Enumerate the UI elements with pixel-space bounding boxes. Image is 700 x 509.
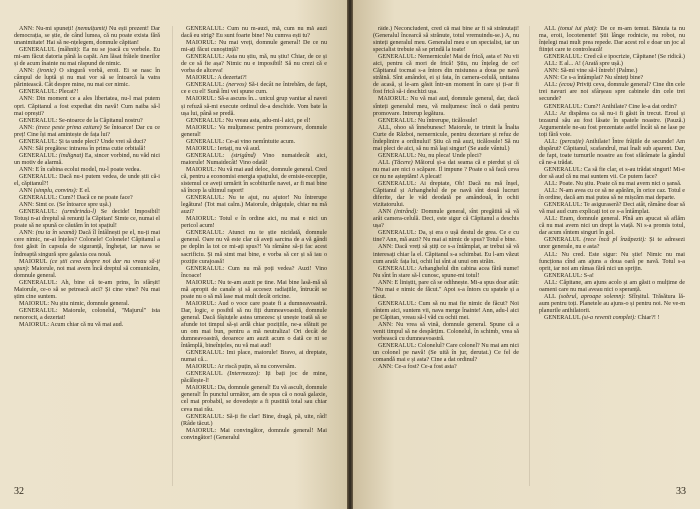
speaker-name: ALL xyxy=(378,159,390,166)
dialogue-text: Nu vreau asta, adu-mi-l aici, pe el! xyxy=(225,117,311,124)
dialogue-line xyxy=(14,322,160,329)
dialogue-text: Ce-ai vino nemîntuite acum. xyxy=(225,138,296,145)
dialogue-line xyxy=(373,96,519,117)
dialogue-line xyxy=(539,167,685,181)
speaker-name: GENERALUL: xyxy=(378,54,417,61)
dialogue-text: Ce-a fost? Ce-a fost asta? xyxy=(394,364,457,371)
dialogue-line xyxy=(181,167,327,195)
speaker-name: GENERALUL xyxy=(544,314,581,321)
dialogue-text: Ea, sincer vorbind, nu văd nici un motiv de alarmă. xyxy=(14,152,160,166)
column-divider xyxy=(529,26,530,486)
dialogue-line xyxy=(373,181,519,209)
dialogue-line xyxy=(373,301,519,322)
dialogue-line xyxy=(14,153,160,167)
dialogue-line xyxy=(181,428,327,442)
speaker-name: GENERALUL: xyxy=(186,54,225,61)
dialogue-line xyxy=(181,301,327,350)
dialogue-line xyxy=(14,96,160,117)
dialogue-text: Sfîrșitul. Trăsătura lă-aum pentru toți. Planetele au ajuns-o și pentru noi. Ne ve-m planurile anihilatorii. xyxy=(539,293,685,314)
speaker-name: MAIORUL: xyxy=(186,124,217,131)
dialogue-text: Nu mai vreți, domnule general! De ce nu mi-ați făcut cunoștință? xyxy=(181,40,327,54)
dialogue-text: Iertați, nu vă aud. xyxy=(217,145,261,152)
speaker-name: ANN: xyxy=(19,166,34,173)
dialogue-line xyxy=(181,266,327,280)
dialogue-line xyxy=(14,209,160,230)
speaker-name: ANN: xyxy=(378,321,393,328)
dialogue-line xyxy=(539,216,685,237)
speaker-name: GENERALUL: xyxy=(186,230,225,237)
stage-direction: (Intermezzo): xyxy=(227,371,261,378)
dialogue-text: O singură vorbă, eroii. Ei se nasc în câmpul de luptă și nu mai vor să se întoarcă la vatra părintească. Cât despre mine, nu mai cer nimic. xyxy=(14,68,160,89)
speaker-name: GENERALUL: xyxy=(19,209,58,216)
speaker-name: GENERALUL: xyxy=(19,89,58,96)
speaker-name: ANN: xyxy=(378,279,393,286)
dialogue-line xyxy=(539,237,685,251)
dialogue-text: Asta nu știu, mă, nu știu! Chiar, de ce și de ce să fie așa? Nimic nu e imposibil! Să nu crezi că e vorba de altceva! xyxy=(181,54,327,75)
dialogue-text: Cum să nu mai fie nimic de făcut? Noi sîntem aici, suntem vii, nava merge înainte! Ann, adu-l aici pe Căpitan, vreau să-l văd cu ochii mei. xyxy=(373,300,519,321)
dialogue-text: Dacă vreți să știți ce s-a întâmplat, ar trebui să vă interesați chiar la el. Căpitanul s-a schimbat. Eu l-am văzut cum arată: fața lui, ochii lui sînt ai unui om străin. xyxy=(373,244,519,265)
dialogue-line xyxy=(181,118,327,125)
dialogue-text: Colonelul? Care colonel? Nu mai am nici un colonel pe navă! (Se uită în jur, derutat.) Ce fel de comandă mai e și asta? Cine a dat ordinul? xyxy=(373,343,519,364)
dialogue-text: Acum chiar că nu vă mai aud. xyxy=(50,321,124,328)
dialogue-text: Săi pregătesc intrarea în prima cutie orbitală! xyxy=(35,145,146,152)
dialogue-text: Se-ntoarce de la Căpitanul nostru? xyxy=(58,117,143,124)
dialogue-text: Atunci nu te știe nicidată, domnule general. Oare nu vă este clar că aveți sarcina de a vă gândi pe deplin la tot ce mi-ați spus?! Va rămâne să-ți fac acest sacrificiu. Și mă simt mai bine, e vorba să cer și să iau o poziție curajoasă! xyxy=(181,230,327,265)
speaker-name: GENERALUL: xyxy=(186,138,225,145)
dialogue-text: Căpitane, am ajuns acolo și am găsit o mulțime de oameni care nu mai aveau nici o speranță. xyxy=(539,279,685,293)
speaker-name: ANN: xyxy=(19,68,34,75)
stage-direction: (percuție) xyxy=(559,138,584,145)
dialogue-line xyxy=(14,259,160,280)
dialogue-text: Nu, nu pleca! Unde pleci? xyxy=(417,152,482,159)
speaker-name: GENERALUL: xyxy=(378,181,417,188)
dialogue-line xyxy=(373,322,519,343)
stage-direction: (intrând): xyxy=(394,209,419,216)
stage-direction: (sobrul, aproape solemn): xyxy=(558,293,626,300)
speaker-name: MAIORUL: xyxy=(186,166,217,173)
stage-direction: (ce știi ceva despre noi dar nu vreau să-ți spun): xyxy=(14,258,160,272)
speaker-name: ALL: xyxy=(544,188,558,195)
dialogue-line xyxy=(539,82,685,103)
speaker-name: GENERALUL: xyxy=(186,152,225,159)
dialogue-line xyxy=(373,153,519,160)
dialogue-text: Arhanghelul din cabina acea fără nume! Nu sînt în stare să-l cunosc, spune-mi totul! xyxy=(373,265,519,279)
speaker-name: MAIORUL: xyxy=(186,96,217,103)
dialogue-line xyxy=(14,118,160,125)
dialogue-text: Te asiguraseră? Deci atât, rămâne doar să vă mai aud cum explicați tot ce s-a întâmplat. xyxy=(539,202,685,216)
right-page-column-1 xyxy=(373,26,519,492)
dialogue-text: Cred că e ipocrizie, Căpitane! (Se ridică.) xyxy=(583,54,685,61)
dialogue-text: Măiorul și-a dat seama că e pierdut și că nu mai are nici o scăpare. Il impune ? Poate o să facă ceva ce nu ne așteptăm! A plecat! xyxy=(373,159,519,180)
dialogue-line xyxy=(14,68,160,89)
speaker-name: MAIORUL: xyxy=(186,40,217,47)
dialogue-text: Cum nu m-auzi, mă, cum nu mă auzi dacă eu strig? Eu sunt foarte bine! Nu cumva ești tu? xyxy=(181,26,327,40)
speaker-name: GENERALUL: xyxy=(186,26,225,32)
stage-direction: (nervos) xyxy=(226,82,247,89)
dialogue-line xyxy=(14,174,160,188)
left-page-column-2 xyxy=(181,26,327,492)
dialogue-line xyxy=(14,146,160,153)
dialogue-text: Cum?! Anihilate? Cine le-a dat ordin? xyxy=(583,103,677,110)
speaker-name: ALL: xyxy=(544,251,558,258)
dialogue-text: Aud o voce care poate fi a dumneavoastră. Dar, logic, e posibil să nu fiți dumneavoastră, domnule general. Dacă fâșiuțele astea umezesc și unește toată să se afunde tot timpul să-și ardă chiar pozițiile, ne-a sfătuit pe un om mai bun, pentru a mă neutraliza! Ori decât de dumneavoastră, deoarece am auzit acum o dată ce ni se întâmplă, bineînțeles, nu vă mai aud! xyxy=(181,300,327,350)
dialogue-line xyxy=(181,371,327,385)
dialogue-text: De ce m-am temut. Bănuia ta nu ma, eroii, locotenente! Știi lânge rodnicie, nu robot, nu înțelegi mai mult prea repede. Dar acest rol e doar un joc al ființei care te controlează! xyxy=(539,26,685,54)
dialogue-line xyxy=(539,280,685,294)
dialogue-line xyxy=(14,26,160,47)
speaker-name: ANN: xyxy=(378,244,393,251)
dialogue-text: Maiorule, noi mai avem încă dreptul să comunicăm, domnule general. xyxy=(14,265,160,279)
speaker-name: GENERALUL: xyxy=(378,230,417,237)
dialogue-line xyxy=(181,26,327,40)
dialogue-line xyxy=(181,153,327,167)
stage-direction: (ecou) xyxy=(559,82,575,89)
dialogue-line xyxy=(373,280,519,301)
dialogue-line xyxy=(373,244,519,265)
dialogue-line xyxy=(539,68,685,75)
speaker-name: ANN: Nu-mi spuneți! xyxy=(19,26,74,32)
dialogue-line xyxy=(181,146,327,153)
dialogue-text: Dacă nu-i putem vedea, de unde știi că-i el, căpitanul?! xyxy=(14,173,160,188)
dialogue-text: Din moment ce a ales libertatea, nu-l mai putem opri. Căpitanul a fost expediat din navă! Cum naiba să-l mai oprești? xyxy=(14,96,160,117)
dialogue-line xyxy=(539,202,685,216)
speaker-name: GENERALUL: xyxy=(186,82,225,89)
dialogue-text: Ea nu se joacă cu vorbele. Eu mi-am făcut datoria până la capăt. Am lăsat frâiele tinerilor și de acum înainte nu mai răspund de nimic. xyxy=(14,47,160,68)
speaker-name: MAIORUL: xyxy=(186,300,217,307)
dialogue-line xyxy=(14,301,160,308)
speaker-name: GENERALUL: xyxy=(544,103,583,110)
dialogue-text: Ah, bine că te-am prins, în sfârșit! Maiorule, ce-o să se petreacă aici? Și cine vine? Nu mai știm cine suntem. xyxy=(14,279,160,300)
dialogue-text: Nu cred. Este sigur: Nu știe! Nimic nu mai funcționa cînd am ajuns a doua oară pe navă. Totul s-a oprit, iar noi am rămas fără nici un sprijin. xyxy=(539,251,685,272)
speaker-name: GENERALUL: xyxy=(186,265,225,272)
dialogue-line xyxy=(181,54,327,75)
dialogue-line xyxy=(539,252,685,273)
dialogue-text: E el. xyxy=(79,188,91,195)
dialogue-text: Ar dispărea ca să nu-i fi găsit în trecut. Eroul și tezaurul său au fost lăsate în spatele noastre. (Pauză.) Argumentele ne-au fost prezentate astfel încât să ne lase pe toți fără voie. xyxy=(539,110,685,138)
speaker-name: ALL: xyxy=(544,138,558,145)
dialogue-line xyxy=(373,266,519,280)
speaker-name: GENERALUL: xyxy=(19,307,58,314)
speaker-name: MAIORUL: xyxy=(19,321,50,328)
dialogue-text: E în cabina ecolui model, nu-l poate vedea. xyxy=(35,166,141,173)
dialogue-line xyxy=(14,139,160,146)
speaker-name: ANN: xyxy=(19,230,34,237)
dialogue-text: Chiar?! ! xyxy=(637,314,660,321)
dialogue-text: Nu ești prezent! Dar democrația, se știe, de când lumea, că nu poate exista fără unanimitate! Hai să ne-nțelegem, domnule căpitan! xyxy=(14,26,160,47)
dialogue-text: Mai convingător, domnule general! Mai convingător! (Generalul xyxy=(181,427,327,441)
speaker-name: MAIORUL: xyxy=(186,216,217,223)
speaker-name: MAIORUL: xyxy=(186,427,217,434)
speaker-name: ALL, xyxy=(378,124,392,131)
stage-direction: (tonul lui plat): xyxy=(558,26,598,32)
dialogue-line xyxy=(181,216,327,230)
dialogue-line xyxy=(181,82,327,96)
dialogue-text: Și te adresezi unor generale, nu e asta? xyxy=(539,237,685,251)
dialogue-text: Nu vă mai aud deloc, domnule general. Cred că, pentru a economisi energia spațiului, de emisie-recepție, sistemul ce aveți urmărit în scobiturile navei, ar fi mai bine să încep la ultimul raport! xyxy=(181,166,327,195)
dialogue-line xyxy=(539,188,685,202)
speaker-name: GENERALUL: xyxy=(19,279,58,286)
speaker-name: GENERALUL: xyxy=(19,195,58,202)
dialogue-line xyxy=(14,230,160,258)
dialogue-line xyxy=(181,350,327,364)
dialogue-text: Cum nu mă poți vedea? Auzi! Vino încoace! xyxy=(181,265,327,279)
speaker-name: GENERALUL: xyxy=(544,54,583,61)
page-number-right: 33 xyxy=(676,486,686,497)
speaker-name: MAIORUL: xyxy=(186,364,217,371)
dialogue-line xyxy=(181,125,327,139)
speaker-name: MAIORUL: xyxy=(186,75,217,82)
dialogue-text: Da, domnule general! Eu vă ascult, domnule general! În punctul următor, am de spus că o nouă galaxie, cel mai probabil, se dovedește a fi pustiită total sau chiar ceva mai rău. xyxy=(181,385,327,413)
speaker-name: ALL: xyxy=(544,110,558,117)
speaker-name: ANN: xyxy=(378,364,393,371)
speaker-name: MAIORUL xyxy=(19,258,48,265)
speaker-name: GENERALUL: xyxy=(378,117,417,124)
stage-direction: (Tăcere) xyxy=(391,159,413,166)
dialogue-line xyxy=(14,125,160,139)
speaker-name: GENERALUL: xyxy=(186,195,225,202)
stage-direction: (indignat) xyxy=(58,152,84,159)
stage-direction: (ironic) xyxy=(37,68,56,75)
dialogue-text: Ai dreptate, Oh! Dacă nu mă înșel, Căpitanul și Arhanghelul de pe navă sînt două lucruri diferite, dar le văd deodată pe amândouă, în ochii vizitatorului. xyxy=(373,181,519,209)
dialogue-text: Să-mi vine să-l întreb! (Palme.) xyxy=(560,68,638,75)
left-page-column-1 xyxy=(14,26,160,492)
speaker-name: GENERALUL (mâhnit): xyxy=(19,47,81,54)
dialogue-text: Nu te ajut, nu ajutor! Nu întrerupe legătura! (Tot mai calm.) Maiorule, drăguțule, chiar nu mă auzi? xyxy=(181,195,327,216)
speaker-name: GENERALUL: xyxy=(186,350,225,357)
dialogue-line xyxy=(181,385,327,413)
dialogue-text: Nemernicule! Mai de frică, asta e! Nu vii aici, pentru că mori de frică! Știu, nu înțeleg de ce! Căpitanul tocmai s-a întors din misiunea a doua pe navă străină. Sînt amândoi, ei și fata, în camera-celulă, unitatea de acasă, și le-am găsit într-un moment în care și ți-ar fi fost frică să-i deschizi ușa. xyxy=(373,54,519,96)
speaker-name: MAIORUL: xyxy=(19,300,50,307)
speaker-name: GENERALUL xyxy=(186,371,223,378)
stage-direction: (nemulțumit) xyxy=(75,26,107,32)
dialogue-text: Nu te-am auzit pe tine. Mai bine lasă-mă să mă apropii de canale și să accesez radiațiile, întrucât se poate nu o să mă lase mai mult decât oricine. xyxy=(181,279,327,300)
stage-direction: (strigând) xyxy=(231,152,256,159)
speaker-name: ALL: xyxy=(544,216,558,223)
speaker-name: GENERALUL: xyxy=(544,166,583,173)
dialogue-text: Iți bați joc de mine, păcălește-l! xyxy=(181,371,327,385)
dialogue-line xyxy=(181,280,327,301)
dialogue-line xyxy=(14,89,160,96)
dialogue-text: Ca să fie clar, ei s-au trădat singuri! Mi-e dor să aud că nu mai suntem vii. Ce putem face? xyxy=(539,166,685,180)
dialogue-text: Nu știu nimic, domnule general. xyxy=(50,300,130,307)
dialogue-text: E liniștit, pare că se odihnește. Mi-a spus doar atât: "Nu mai e nimic de făcut." Apoi s-a întors cu spatele și a tăcut. xyxy=(373,279,519,300)
speaker-name: GENERALUL: xyxy=(544,272,583,279)
speaker-name: GENERALUL: xyxy=(19,152,58,159)
dialogue-line xyxy=(14,167,160,174)
speaker-name: GENERALUL: xyxy=(378,265,417,272)
dialogue-text: Anihilate! Între frățiile de secunde! Am dispărut? Căpitanul, scafandrul, mai înalt sub aparent. Dar, de fapt, toate turnurile noastre au fost sfărâmate la gândul că ne-a trădat. xyxy=(539,138,685,166)
dialogue-text: Se decide! Imposibil! Totuși n-ai dreptul să renunți la Căpitan! Simte ce, numai el poate să ne spună ce căutăm în tot spațiul! xyxy=(14,209,160,230)
dialogue-text: Poate. Nu știu. Poate că nu mai avem nici o șansă. xyxy=(559,181,682,188)
dialogue-text: Și ta unde pleci? Unde vrei să duci? xyxy=(58,138,147,145)
dialogue-text: Ar riscă puțin, să nu conversăm. xyxy=(217,364,297,371)
speaker-name: GENERALUL: xyxy=(19,173,58,180)
dialogue-line xyxy=(373,343,519,364)
dialogue-line xyxy=(14,47,160,68)
dialogue-line xyxy=(373,364,519,371)
speaker-name: GENERALUL: xyxy=(544,202,583,209)
dialogue-text: Va mulțumesc pentru promovare, domnule general! xyxy=(181,124,327,138)
dialogue-text: A dezertat?! xyxy=(217,75,247,82)
speaker-name: GENERALUL: xyxy=(378,343,417,350)
dialogue-text: Maiorule, colonelul, "Majurul" ista nenorocit, a dezertat! xyxy=(14,307,160,321)
speaker-name: GENERALUL: xyxy=(19,117,58,124)
dialogue-line xyxy=(539,26,685,54)
dialogue-text: Să-ți fie clar! Bine, dragă, pă, uite, râd! (Râde tăcut.) xyxy=(181,413,327,427)
dialogue-text: Priviți ceva, domnule general? Cine din cele trei navuri are noi sfârșeau spre cabinele din cele trei secunde? xyxy=(539,82,685,103)
speaker-name: GENERALUL: xyxy=(378,152,417,159)
speaker-name: ALL: xyxy=(544,181,558,188)
dialogue-line xyxy=(181,230,327,265)
dialogue-text: Plecat?! xyxy=(58,89,79,96)
speaker-name: ALL: xyxy=(544,279,558,286)
stage-direction: (trece peste prima ezitare) xyxy=(35,124,102,131)
column-divider xyxy=(172,26,173,486)
dialogue-line xyxy=(373,209,519,230)
speaker-name: ANN: xyxy=(19,124,34,131)
dialogue-text: N-am avea cu ce să ne apărăm, în orice caz. Totul e în ordine, dacă am mai putea să ne mișcăm mai departe. xyxy=(539,188,685,202)
dialogue-text: Să-a ascuns în... unicul grup vanitar al navei și refuză să-mi execute ordinul de-a deschide. Vom bate la ușa lui, până se predă. xyxy=(181,96,327,117)
dialogue-text: Cum?! Dacă ce ne poate face? xyxy=(58,195,133,202)
dialogue-line xyxy=(539,273,685,280)
speaker-name: ALL: xyxy=(544,61,558,68)
dialogue-line xyxy=(373,54,519,96)
dialogue-text: Dacă îl întâlnești pe el, nu-ți mai cere nimic, ne-ai înțeles? Colonele! Colonele! Căpitanul a fost găsit în capsula de siguranță, înghețat, iar nava se îndreaptă singură spre galaxia cea nouă. xyxy=(14,230,160,258)
dialogue-line xyxy=(181,139,327,146)
stage-direction: (si-a revenit complet): xyxy=(581,314,637,321)
speaker-name: MAIORUL: xyxy=(186,279,217,286)
speaker-name: MAIORUL: xyxy=(378,96,409,103)
speaker-name: ANN: xyxy=(19,202,34,209)
dialogue-text: Eram, domnule general. Pînă am apucat să aflăm că nu mai avem nici un drept la viață. Ni s-a promis totul, dar acum sîntem singuri în gol. xyxy=(539,216,685,237)
dialogue-line xyxy=(181,40,327,54)
dialogue-text: Nu întrerupe, ticălosule! xyxy=(417,117,478,124)
page-number-left: 32 xyxy=(14,486,24,497)
dialogue-line xyxy=(373,230,519,244)
dialogue-text: Se întoarce! Dar cu ce preț! Cine își mai amintește de fața lui? xyxy=(14,124,160,138)
dialogue-line xyxy=(181,96,327,117)
speaker-name: MAIORUL: xyxy=(186,385,217,392)
dialogue-text: S-a! xyxy=(583,272,594,279)
stage-direction: (nu ia în seamă) xyxy=(35,230,77,237)
dialogue-line xyxy=(539,139,685,167)
speaker-name: GENERALUL: xyxy=(186,413,225,420)
dialogue-line xyxy=(539,315,685,322)
dialogue-line xyxy=(373,26,519,54)
dialogue-line xyxy=(539,111,685,139)
dialogue-line xyxy=(181,195,327,216)
dialogue-line xyxy=(181,414,327,428)
dialogue-line xyxy=(539,104,685,111)
right-page-column-2 xyxy=(539,26,685,492)
dialogue-text: Nu vă mai aud, domnule general, dar, dacă sînteți generalul meu, vă mulțumesc încă o dată pentru promovare. Intrerup legătura. xyxy=(373,96,519,117)
speaker-name: ANN: xyxy=(19,96,34,103)
dialogue-text: Da, și era o ușă destul de grea. Ce e cu tine? Ann, mă auzi? Nu mai ai nimic de spus? Totul e bine. xyxy=(373,230,519,244)
speaker-name: ANN xyxy=(19,188,33,195)
dialogue-line xyxy=(539,294,685,315)
left-page xyxy=(0,0,347,509)
speaker-name: ALL: xyxy=(544,82,558,89)
speaker-name: ANN xyxy=(378,209,392,216)
dialogue-line xyxy=(14,280,160,301)
dialogue-text: Nu vrea să vină, domnule general. Spune că a venit timpul să ne despărțim. Colonelul, în schimb, vrea să vorbească cu dumneavoastră. xyxy=(373,321,519,343)
speaker-name: ANN: xyxy=(544,75,559,82)
dialogue-text: ohoo să înnebunesc! Maiorule, te trimit la Înalta Curte de Război, nemernicule, pentru dezertare și refuz de îndeplinire a ordinului! Știu că mă auzi, ticălosule! Să nu mai pleci de aici, să nu mă lași singur! (Se aude vântul.) xyxy=(373,124,519,152)
dialogue-line xyxy=(373,118,519,125)
dialogue-text: Totul e în ordine aici, nu mai e nici un pericol acum! xyxy=(181,216,327,230)
dialogue-text: E al... A! (Arată spre ușă.) xyxy=(559,61,623,68)
dialogue-text: râde.) Neconcludent, cred că mai bine ar fi să strănutați! (Generalul încearcă să strănute, totul vremuindu-se.) A, nu sinteți generalul meu. Generalul meu e un specialist, iar un specialist trebuie să se prindă la toate! xyxy=(373,26,519,54)
dialogue-text: Să-i decât ne întrebăm, de fapt, ce e cu el! Sună îmi vei spune cum. xyxy=(181,82,327,96)
speaker-name: ANN: xyxy=(19,145,34,152)
dialogue-text: Simt ce. (Se întoarce spre ușă.) xyxy=(35,202,112,209)
dialogue-text: Ce s-a întâmplat? Nu sînteți bine? xyxy=(560,75,644,82)
speaker-name: GENERALUL: xyxy=(378,300,417,307)
speaker-name: ALL xyxy=(544,293,556,300)
speaker-name: GENERALUL: xyxy=(186,117,225,124)
right-page xyxy=(353,0,700,509)
dialogue-line xyxy=(14,308,160,322)
dialogue-text: Vino numaidecât aici, maiorule! Numaidecât! Vino odată! xyxy=(181,152,327,166)
stage-direction: (urmărindu-l) xyxy=(62,209,96,216)
speaker-name: MAIORUL: xyxy=(186,145,217,152)
speaker-name: GENERALUL xyxy=(544,237,581,244)
dialogue-line xyxy=(373,125,519,153)
dialogue-text: Imi place, maiorule! Bravo, ai dreptate, numai că... xyxy=(181,350,327,364)
dialogue-line xyxy=(539,181,685,188)
stage-direction: (rece încă pl înzăpezit): xyxy=(583,237,647,244)
speaker-name: ALL xyxy=(544,26,556,32)
speaker-name: ANN: xyxy=(544,68,559,75)
dialogue-text: Domnule general, sînt pregătită să vă arăt camera-celulă. Deci, este sigur că Căpitanul a deschis ușa? xyxy=(373,209,519,230)
speaker-name: GENERALUL: xyxy=(19,138,58,145)
dialogue-line xyxy=(373,160,519,181)
stage-direction: (simplu, convins): xyxy=(33,188,78,195)
